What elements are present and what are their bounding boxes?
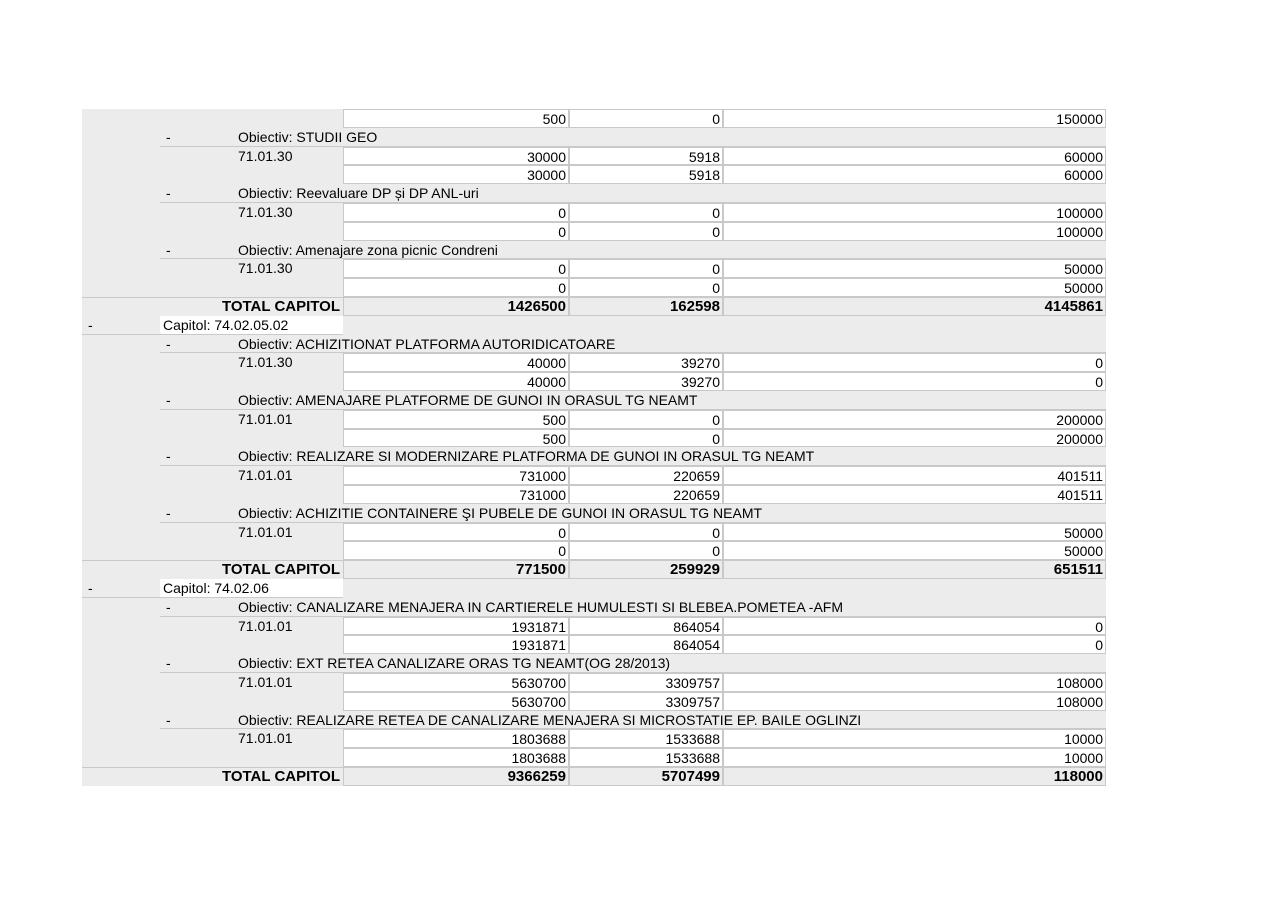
value-row xyxy=(82,635,1106,654)
indent-cell xyxy=(160,278,235,297)
left-gutter xyxy=(82,466,160,485)
objective-label: Obiectiv: ACHIZITIE CONTAINERE ŞI PUBELE DE GUNOI IN ORASUL TG NEAMT xyxy=(235,504,1106,523)
value-col3: 200000 xyxy=(723,429,1106,448)
value-col1: 0 xyxy=(343,203,569,222)
indent-cell xyxy=(160,147,235,166)
value-col1: 5630700 xyxy=(343,673,569,692)
left-gutter xyxy=(82,410,160,429)
objective-row xyxy=(82,335,1106,354)
total-col2: 162598 xyxy=(569,297,723,316)
value-col1: 1803688 xyxy=(343,729,569,748)
value-row xyxy=(82,523,1106,542)
economic-code: 71.01.30 xyxy=(235,353,343,372)
left-gutter xyxy=(82,335,160,354)
objective-label: Obiectiv: AMENAJARE PLATFORME DE GUNOI IN ORASUL TG NEAMT xyxy=(235,391,1106,410)
value-col3: 50000 xyxy=(723,523,1106,542)
dash-marker: - xyxy=(160,128,235,147)
value-row xyxy=(82,165,1106,184)
left-gutter xyxy=(82,692,160,711)
objective-row xyxy=(82,598,1106,617)
value-row xyxy=(82,692,1106,711)
left-gutter xyxy=(82,748,160,767)
left-gutter xyxy=(82,128,160,147)
indent-cell xyxy=(160,429,235,448)
value-col2: 39270 xyxy=(569,372,723,391)
objective-row xyxy=(82,391,1106,410)
value-col1: 731000 xyxy=(343,485,569,504)
value-col3: 150000 xyxy=(723,109,1106,128)
indent-cell xyxy=(160,203,235,222)
left-gutter xyxy=(82,259,160,278)
economic-code: 71.01.30 xyxy=(235,259,343,278)
value-col3: 60000 xyxy=(723,147,1106,166)
indent-cell xyxy=(160,617,235,636)
value-col2: 1533688 xyxy=(569,748,723,767)
value-col3: 50000 xyxy=(723,259,1106,278)
value-row xyxy=(82,203,1106,222)
value-col3: 10000 xyxy=(723,729,1106,748)
economic-code xyxy=(235,109,343,128)
value-row xyxy=(82,541,1106,560)
value-row xyxy=(82,485,1106,504)
value-row xyxy=(82,259,1106,278)
economic-code: 71.01.01 xyxy=(235,466,343,485)
total-label: TOTAL CAPITOL xyxy=(160,297,343,316)
value-col2: 0 xyxy=(569,523,723,542)
indent-cell xyxy=(160,541,235,560)
value-col2: 220659 xyxy=(569,485,723,504)
value-col2: 864054 xyxy=(569,617,723,636)
indent-cell xyxy=(160,692,235,711)
left-gutter xyxy=(82,109,160,128)
objective-row xyxy=(82,504,1106,523)
indent-cell xyxy=(160,222,235,241)
indent-cell xyxy=(160,673,235,692)
economic-code xyxy=(235,278,343,297)
total-col2: 259929 xyxy=(569,560,723,579)
economic-code: 71.01.01 xyxy=(235,617,343,636)
economic-code: 71.01.01 xyxy=(235,410,343,429)
value-col3: 200000 xyxy=(723,410,1106,429)
value-col1: 731000 xyxy=(343,466,569,485)
value-row xyxy=(82,278,1106,297)
chapter-fill xyxy=(343,579,1106,598)
left-gutter xyxy=(82,617,160,636)
value-col2: 5918 xyxy=(569,165,723,184)
value-col1: 0 xyxy=(343,541,569,560)
value-col3: 50000 xyxy=(723,278,1106,297)
objective-row xyxy=(82,241,1106,260)
left-gutter xyxy=(82,278,160,297)
chapter-row xyxy=(82,579,1106,598)
objective-row xyxy=(82,184,1106,203)
objective-label: Obiectiv: EXT RETEA CANALIZARE ORAS TG NEAMT(OG 28/2013) xyxy=(235,654,1106,673)
value-col3: 60000 xyxy=(723,165,1106,184)
indent-cell xyxy=(160,485,235,504)
total-row xyxy=(82,560,1106,579)
value-col1: 500 xyxy=(343,109,569,128)
economic-code xyxy=(235,372,343,391)
left-gutter xyxy=(82,767,160,786)
left-gutter xyxy=(82,447,160,466)
budget-table xyxy=(82,109,1106,786)
value-row xyxy=(82,466,1106,485)
objective-row xyxy=(82,447,1106,466)
dash-marker: - xyxy=(160,598,235,617)
value-col1: 30000 xyxy=(343,165,569,184)
left-gutter xyxy=(82,541,160,560)
dash-marker: - xyxy=(160,184,235,203)
value-col1: 1803688 xyxy=(343,748,569,767)
indent-cell xyxy=(160,729,235,748)
left-gutter xyxy=(82,560,160,579)
value-col1: 40000 xyxy=(343,353,569,372)
value-col1: 0 xyxy=(343,259,569,278)
left-gutter xyxy=(82,353,160,372)
value-col3: 401511 xyxy=(723,466,1106,485)
objective-label: Obiectiv: Reevaluare DP și DP ANL-uri xyxy=(235,184,1106,203)
left-gutter xyxy=(82,372,160,391)
total-label: TOTAL CAPITOL xyxy=(160,560,343,579)
left-gutter: - xyxy=(82,579,160,598)
value-row xyxy=(82,372,1106,391)
left-gutter xyxy=(82,504,160,523)
value-row xyxy=(82,429,1106,448)
objective-row xyxy=(82,711,1106,730)
left-gutter xyxy=(82,729,160,748)
value-row xyxy=(82,748,1106,767)
total-col2: 5707499 xyxy=(569,767,723,786)
value-row xyxy=(82,617,1106,636)
left-gutter xyxy=(82,147,160,166)
indent-cell xyxy=(160,635,235,654)
value-col1: 40000 xyxy=(343,372,569,391)
left-gutter xyxy=(82,165,160,184)
value-col3: 0 xyxy=(723,635,1106,654)
objective-row xyxy=(82,128,1106,147)
value-col3: 0 xyxy=(723,372,1106,391)
value-col2: 864054 xyxy=(569,635,723,654)
left-gutter xyxy=(82,222,160,241)
value-col1: 5630700 xyxy=(343,692,569,711)
economic-code xyxy=(235,429,343,448)
value-col2: 3309757 xyxy=(569,673,723,692)
economic-code xyxy=(235,222,343,241)
indent-cell xyxy=(160,466,235,485)
value-row xyxy=(82,410,1106,429)
left-gutter xyxy=(82,203,160,222)
total-col1: 1426500 xyxy=(343,297,569,316)
value-col2: 0 xyxy=(569,222,723,241)
economic-code xyxy=(235,635,343,654)
left-gutter xyxy=(82,391,160,410)
indent-cell xyxy=(160,353,235,372)
left-gutter xyxy=(82,673,160,692)
value-row xyxy=(82,673,1106,692)
left-gutter xyxy=(82,429,160,448)
dash-marker: - xyxy=(160,335,235,354)
indent-cell xyxy=(160,523,235,542)
value-col2: 0 xyxy=(569,109,723,128)
left-gutter xyxy=(82,485,160,504)
left-gutter xyxy=(82,635,160,654)
value-col1: 0 xyxy=(343,523,569,542)
value-col3: 100000 xyxy=(723,222,1106,241)
objective-label: Obiectiv: CANALIZARE MENAJERA IN CARTIERELE HUMULESTI SI BLEBEA.POMETEA -AFM xyxy=(235,598,1106,617)
economic-code xyxy=(235,485,343,504)
value-col1: 0 xyxy=(343,222,569,241)
value-col3: 108000 xyxy=(723,692,1106,711)
dash-marker: - xyxy=(160,447,235,466)
value-col2: 0 xyxy=(569,429,723,448)
dash-marker: - xyxy=(160,391,235,410)
total-row xyxy=(82,297,1106,316)
objective-row xyxy=(82,654,1106,673)
chapter-fill xyxy=(343,316,1106,335)
value-col1: 500 xyxy=(343,410,569,429)
value-col2: 1533688 xyxy=(569,729,723,748)
dash-marker: - xyxy=(160,711,235,730)
value-col1: 0 xyxy=(343,278,569,297)
value-col1: 30000 xyxy=(343,147,569,166)
value-row xyxy=(82,147,1106,166)
value-col2: 0 xyxy=(569,259,723,278)
indent-cell xyxy=(160,109,235,128)
left-gutter xyxy=(82,297,160,316)
indent-cell xyxy=(160,259,235,278)
economic-code xyxy=(235,541,343,560)
economic-code xyxy=(235,748,343,767)
dash-marker: - xyxy=(160,654,235,673)
economic-code: 71.01.01 xyxy=(235,673,343,692)
indent-cell xyxy=(160,748,235,767)
value-col2: 3309757 xyxy=(569,692,723,711)
value-col1: 500 xyxy=(343,429,569,448)
objective-label: Obiectiv: Amenajare zona picnic Condreni xyxy=(235,241,1106,260)
value-col2: 5918 xyxy=(569,147,723,166)
value-col2: 39270 xyxy=(569,353,723,372)
economic-code xyxy=(235,692,343,711)
value-row xyxy=(82,222,1106,241)
value-col3: 50000 xyxy=(723,541,1106,560)
objective-label: Obiectiv: REALIZARE RETEA DE CANALIZARE MENAJERA SI MICROSTATIE EP. BAILE OGLINZI xyxy=(235,711,1106,730)
economic-code: 71.01.01 xyxy=(235,729,343,748)
value-row xyxy=(82,729,1106,748)
dash-marker: - xyxy=(160,241,235,260)
objective-label: Obiectiv: ACHIZITIONAT PLATFORMA AUTORIDICATOARE xyxy=(235,335,1106,354)
indent-cell xyxy=(160,165,235,184)
total-row xyxy=(82,767,1106,786)
chapter-label: Capitol: 74.02.05.02 xyxy=(160,316,343,335)
objective-label: Obiectiv: REALIZARE SI MODERNIZARE PLATFORMA DE GUNOI IN ORASUL TG NEAMT xyxy=(235,447,1106,466)
value-col2: 0 xyxy=(569,278,723,297)
value-row xyxy=(82,109,1106,128)
value-row xyxy=(82,353,1106,372)
total-col3: 4145861 xyxy=(723,297,1106,316)
value-col1: 1931871 xyxy=(343,617,569,636)
value-col3: 100000 xyxy=(723,203,1106,222)
objective-label: Obiectiv: STUDII GEO xyxy=(235,128,1106,147)
total-col1: 9366259 xyxy=(343,767,569,786)
value-col3: 108000 xyxy=(723,673,1106,692)
chapter-row xyxy=(82,316,1106,335)
chapter-label: Capitol: 74.02.06 xyxy=(160,579,343,598)
value-col3: 10000 xyxy=(723,748,1106,767)
left-gutter xyxy=(82,523,160,542)
value-col3: 0 xyxy=(723,617,1106,636)
value-col3: 401511 xyxy=(723,485,1106,504)
left-gutter: - xyxy=(82,316,160,335)
indent-cell xyxy=(160,410,235,429)
value-col2: 0 xyxy=(569,203,723,222)
left-gutter xyxy=(82,654,160,673)
economic-code: 71.01.30 xyxy=(235,203,343,222)
left-gutter xyxy=(82,711,160,730)
left-gutter xyxy=(82,241,160,260)
indent-cell xyxy=(160,372,235,391)
total-col3: 651511 xyxy=(723,560,1106,579)
dash-marker: - xyxy=(160,504,235,523)
total-col1: 771500 xyxy=(343,560,569,579)
total-label: TOTAL CAPITOL xyxy=(160,767,343,786)
left-gutter xyxy=(82,598,160,617)
economic-code: 71.01.01 xyxy=(235,523,343,542)
total-col3: 118000 xyxy=(723,767,1106,786)
value-col2: 0 xyxy=(569,541,723,560)
economic-code: 71.01.30 xyxy=(235,147,343,166)
value-col2: 220659 xyxy=(569,466,723,485)
value-col1: 1931871 xyxy=(343,635,569,654)
value-col3: 0 xyxy=(723,353,1106,372)
economic-code xyxy=(235,165,343,184)
value-col2: 0 xyxy=(569,410,723,429)
left-gutter xyxy=(82,184,160,203)
